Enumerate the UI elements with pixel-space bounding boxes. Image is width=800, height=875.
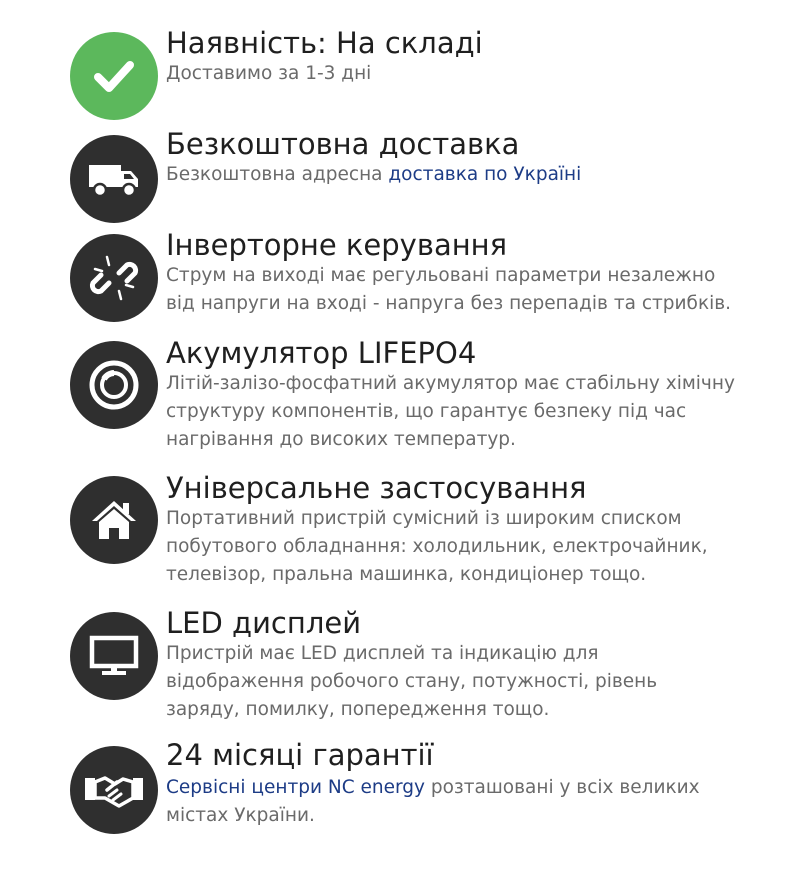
feature-description: Доставимо за 1-3 дні (166, 63, 372, 84)
feature-description: Пристрій має LED дисплей та індикацію для відображення робочого стану, потужності, рівень заряду, помилку, попередження тощо. (166, 643, 658, 720)
description-text: Безкоштовна адресна (166, 164, 389, 185)
feature-title: 24 місяці гарантії (166, 738, 434, 772)
broken-link-icon (70, 234, 158, 322)
feature-description (166, 161, 786, 189)
feature-title: Наявність: На складі (166, 26, 483, 60)
feature-title: LED дисплей (166, 606, 362, 640)
truck-icon (70, 135, 158, 223)
handshake-icon (70, 746, 158, 834)
battery-cell-icon (70, 341, 158, 429)
checkmark-icon (70, 32, 158, 120)
monitor-icon (70, 612, 158, 700)
feature-description: Струм на виході має регульовані параметри незалежно від напруги на вході - напруга без перепадів та стрибків. (166, 265, 732, 314)
feature-description: Сервісні центри NC energy розташовані у всіх великих містах України. (166, 777, 700, 826)
service-centers-link[interactable]: Сервісні центри NC energy (166, 777, 425, 798)
feature-title: Акумулятор LIFEPO4 (166, 336, 477, 370)
feature-description: Літій-залізо-фосфатний акумулятор має стабільну хімічну структуру компонентів, що гарантує безпеку під час нагрівання до високих температур. (166, 373, 735, 450)
feature-title: Універсальне застосування (166, 471, 587, 505)
feature-title: Безкоштовна доставка (166, 127, 520, 161)
delivery-link[interactable]: доставка по Україні (388, 164, 582, 185)
description-text: розташовані у всіх великих (424, 777, 700, 798)
house-icon (70, 476, 158, 564)
feature-title: Інверторне керування (166, 228, 508, 262)
feature-description: Портативний пристрій сумісний із широким списком побутового обладнання: холодильник, електрочайник, телевізор, пральна машинка, кондиціонер тощо. (166, 508, 708, 585)
